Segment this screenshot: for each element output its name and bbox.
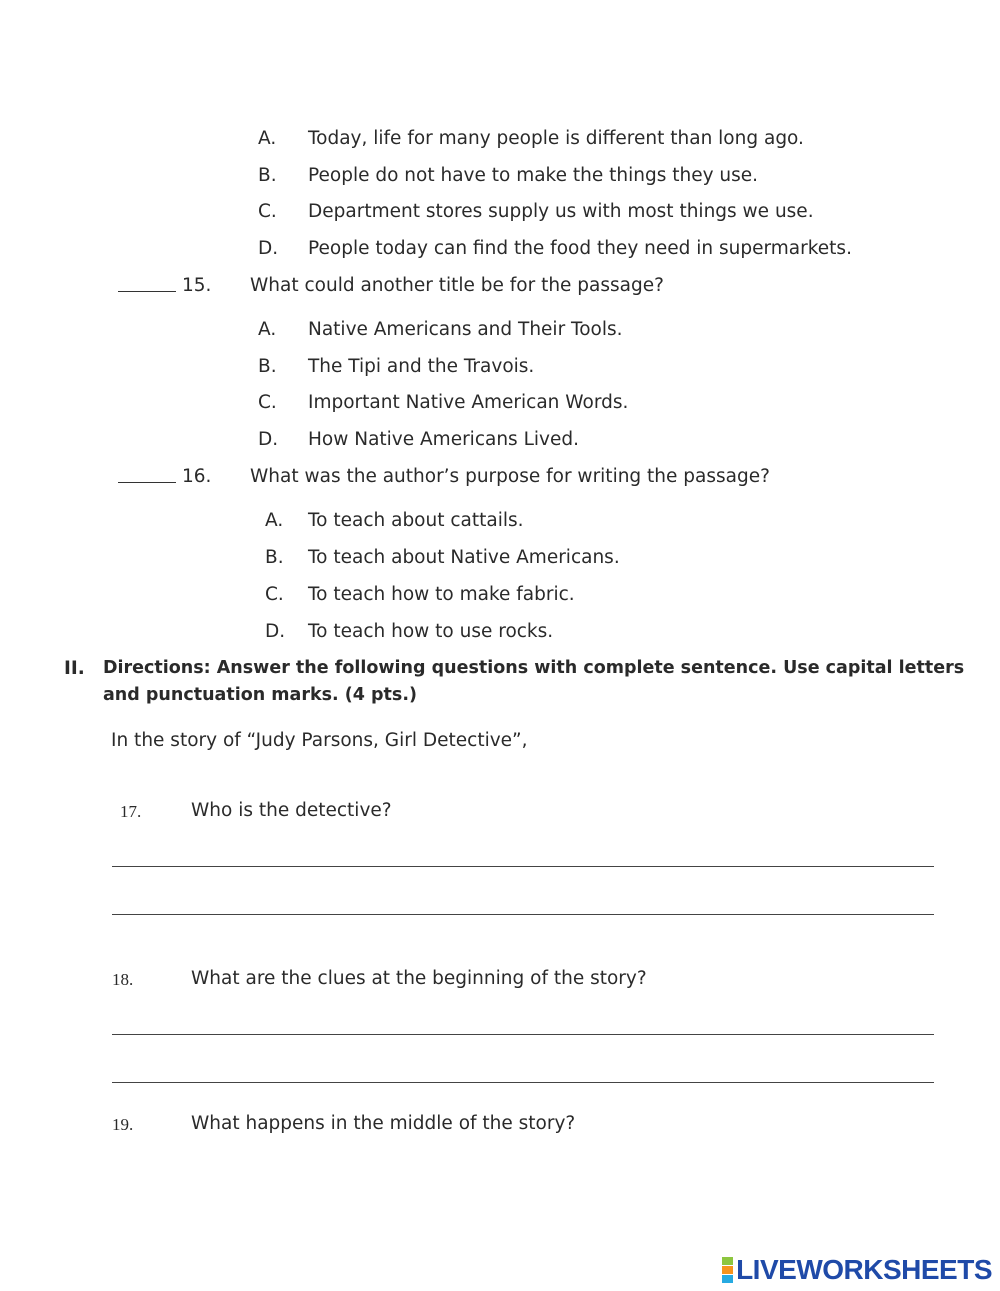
question-number: 19.	[112, 1115, 134, 1134]
option-letter: D.	[265, 621, 286, 642]
question-number: 18.	[112, 970, 134, 989]
option-text: People do not have to make the things they use.	[308, 165, 759, 186]
option-letter: A.	[258, 319, 277, 340]
option-text: Native Americans and Their Tools.	[308, 319, 623, 340]
question-number: 17.	[120, 802, 142, 821]
question-number: 15.	[182, 275, 212, 296]
answer-line[interactable]	[112, 866, 934, 867]
option-text: To teach about cattails.	[308, 510, 524, 531]
question-text: What are the clues at the beginning of the story?	[191, 968, 647, 989]
question-text: What happens in the middle of the story?	[191, 1113, 576, 1134]
answer-line[interactable]	[112, 1034, 934, 1035]
option-letter: B.	[265, 547, 284, 568]
option-letter: A.	[258, 128, 277, 149]
answer-line[interactable]	[112, 914, 934, 915]
option-text: The Tipi and the Travois.	[308, 356, 535, 377]
question-text: Who is the detective?	[191, 800, 392, 821]
option-letter: C.	[265, 584, 284, 605]
answer-line[interactable]	[112, 1082, 934, 1083]
option-text: To teach how to make fabric.	[308, 584, 575, 605]
option-text: People today can find the food they need in supermarkets.	[308, 238, 852, 259]
option-letter: A.	[265, 510, 284, 531]
option-letter: C.	[258, 201, 277, 222]
directions-line-2: and punctuation marks. (4 pts.)	[103, 685, 417, 705]
option-letter: B.	[258, 356, 277, 377]
answer-blank[interactable]	[118, 275, 176, 292]
option-letter: D.	[258, 238, 279, 259]
option-text: Department stores supply us with most things we use.	[308, 201, 814, 222]
liveworksheets-logo	[722, 1254, 992, 1286]
directions-line-1: Directions: Answer the following questions with complete sentence. Use capital letters	[103, 658, 965, 678]
question-number: 16.	[182, 466, 212, 487]
question-text: What was the author’s purpose for writing the passage?	[250, 466, 770, 487]
logo-text: LIVEWORKSHEETS	[736, 1254, 992, 1285]
option-letter: D.	[258, 429, 279, 450]
option-text: To teach about Native Americans.	[308, 547, 620, 568]
question-text: What could another title be for the passage?	[250, 275, 664, 296]
option-text: To teach how to use rocks.	[308, 621, 554, 642]
story-intro: In the story of “Judy Parsons, Girl Detective”,	[111, 730, 528, 751]
logo-mark-icon	[722, 1257, 733, 1283]
section-numeral: II.	[64, 658, 85, 679]
option-text: Important Native American Words.	[308, 392, 629, 413]
option-letter: B.	[258, 165, 277, 186]
answer-blank[interactable]	[118, 466, 176, 483]
option-text: How Native Americans Lived.	[308, 429, 579, 450]
option-letter: C.	[258, 392, 277, 413]
option-text: Today, life for many people is different than long ago.	[308, 128, 804, 149]
question-16	[118, 466, 770, 488]
question-15	[118, 275, 664, 297]
